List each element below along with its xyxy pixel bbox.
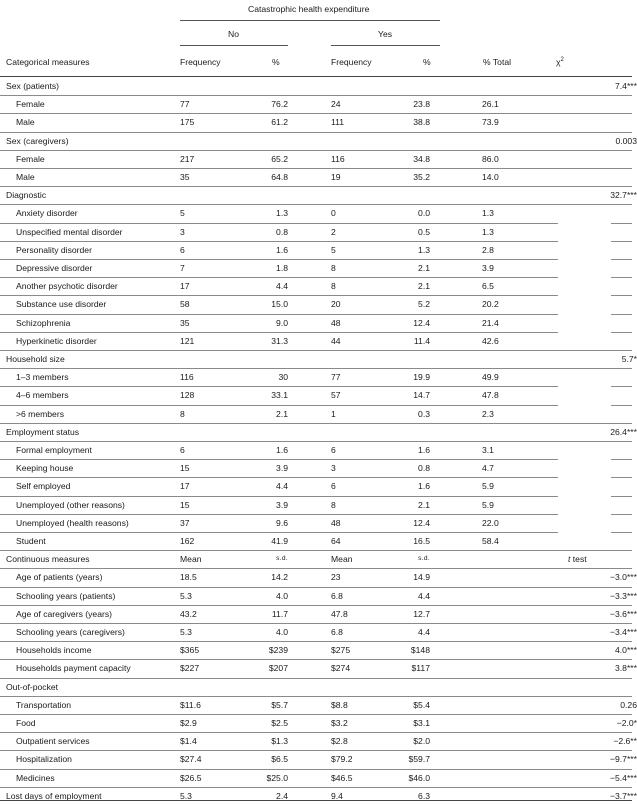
no-sd-cell: $5.7 xyxy=(271,699,288,710)
yes-sd-cell: 4.4 xyxy=(418,590,430,601)
yes-frequency-cell: 1 xyxy=(331,408,336,419)
t-test-value: −3.7*** xyxy=(610,790,637,801)
chi-symbol: χ xyxy=(556,57,561,67)
no-frequency-cell: 17 xyxy=(180,281,190,292)
yes-frequency-cell: 5 xyxy=(331,244,336,255)
yes-percent-cell: 11.4 xyxy=(413,335,430,346)
yes-frequency-cell: 8 xyxy=(331,281,336,292)
no-frequency-cell: 7 xyxy=(180,263,185,273)
yes-frequency-cell: 8 xyxy=(331,263,336,273)
yes-mean-cell: 6.8 xyxy=(331,590,343,601)
no-mean-cell: 43.2 xyxy=(180,608,197,619)
yes-frequency-cell: 0 xyxy=(331,208,336,219)
total-percent-cell: 1.3 xyxy=(482,208,494,219)
row-label: Unspecified mental disorder xyxy=(16,226,123,237)
no-frequency-cell: 217 xyxy=(180,153,195,164)
section-title: Sex (caregivers) xyxy=(6,135,69,146)
no-frequency-cell: 15 xyxy=(180,499,190,510)
no-sd-cell: $6.5 xyxy=(271,754,288,765)
group-rule xyxy=(180,20,440,21)
yes-percent-cell: 35.2 xyxy=(413,172,430,182)
no-frequency-cell: 8 xyxy=(180,408,185,419)
row-label: Male xyxy=(16,117,35,128)
no-percent-cell: 9.6 xyxy=(276,517,288,528)
chi-square-header xyxy=(556,57,564,67)
total-percent-cell: 14.0 xyxy=(482,172,499,182)
no-frequency-cell: 37 xyxy=(180,517,190,528)
row-label: Households payment capacity xyxy=(16,663,131,674)
t-test-value: −3.0*** xyxy=(610,572,637,583)
yes-sd-cell: 6.3 xyxy=(418,790,430,801)
no-sd-cell: 14.2 xyxy=(271,572,288,583)
row-label: Food xyxy=(16,718,36,728)
row-label: Age of patients (years) xyxy=(16,572,103,583)
row-label: Formal employment xyxy=(16,445,92,455)
t-test-value: 3.8*** xyxy=(615,663,637,674)
yes-frequency-cell: 24 xyxy=(331,99,341,110)
no-percent-cell: 3.9 xyxy=(276,499,288,510)
yes-frequency-cell: 77 xyxy=(331,372,341,383)
row-divider xyxy=(0,132,632,133)
yes-frequency-cell: 6 xyxy=(331,481,336,492)
row-label: Medicines xyxy=(16,772,55,783)
row-label: Another psychotic disorder xyxy=(16,281,118,292)
no-mean-cell: 5.3 xyxy=(180,790,192,801)
no-percent-cell: 41.9 xyxy=(271,536,288,546)
row-divider xyxy=(0,714,632,715)
no-percent-cell: 1.8 xyxy=(276,263,288,273)
total-percent-cell: 3.9 xyxy=(482,263,494,273)
stat-side-divider xyxy=(611,514,632,515)
t-test-value: −3.3*** xyxy=(610,590,637,601)
yes-mean-cell: $79.2 xyxy=(331,754,353,765)
chi-square-value: 7.4*** xyxy=(615,81,637,91)
stat-side-divider xyxy=(611,496,632,497)
yes-frequency-cell: 48 xyxy=(331,317,341,328)
row-divider xyxy=(0,368,632,369)
test-word: test xyxy=(570,554,587,565)
no-percent-cell: 4.4 xyxy=(276,281,288,292)
yes-mean-cell: $3.2 xyxy=(331,718,348,728)
yes-percent-cell: 2.1 xyxy=(418,281,430,292)
yes-sd-cell: $5.4 xyxy=(413,699,430,710)
row-divider xyxy=(0,441,632,442)
no-mean-cell: $27.4 xyxy=(180,754,202,765)
yes-sd-header: s.d. xyxy=(418,555,430,563)
no-percent-cell: 3.9 xyxy=(276,463,288,474)
row-divider xyxy=(0,423,632,424)
yes-frequency-cell: 44 xyxy=(331,335,341,346)
stat-side-divider xyxy=(611,332,632,333)
total-percent-cell: 6.5 xyxy=(482,281,494,292)
stat-side-divider xyxy=(611,241,632,242)
yes-percent-cell: 12.4 xyxy=(413,517,430,528)
yes-frequency-cell: 20 xyxy=(331,299,341,310)
no-frequency-cell: 175 xyxy=(180,117,195,128)
yes-frequency-cell: 116 xyxy=(331,153,345,164)
yes-frequency-cell: 64 xyxy=(331,536,341,546)
row-label: Personality disorder xyxy=(16,244,92,255)
row-label: Unemployed (other reasons) xyxy=(16,499,125,510)
no-percent-cell: 30 xyxy=(278,372,288,383)
yes-mean-cell: $46.5 xyxy=(331,772,353,783)
row-label: Female xyxy=(16,153,45,164)
yes-mean-cell: 47.8 xyxy=(331,608,348,619)
no-percent-cell: 65.2 xyxy=(271,153,288,164)
yes-percent-cell: 16.5 xyxy=(413,536,430,546)
row-divider xyxy=(0,769,632,770)
yes-sd-cell: $59.7 xyxy=(408,754,430,765)
yes-frequency-cell: 48 xyxy=(331,517,341,528)
no-frequency-cell: 128 xyxy=(180,390,195,401)
t-test-value: −5.4*** xyxy=(610,772,637,783)
row-label: 1–3 members xyxy=(16,372,69,383)
no-mean-cell: 5.3 xyxy=(180,590,192,601)
total-percent-cell: 58.4 xyxy=(482,536,499,546)
categorical-header: Categorical measures xyxy=(6,57,90,67)
t-test-value: −3.6*** xyxy=(610,608,637,619)
stat-side-divider xyxy=(611,477,632,478)
no-sd-cell: 2.4 xyxy=(276,790,288,801)
t-test-value: −2.6** xyxy=(613,736,637,747)
no-percent-cell: 64.8 xyxy=(271,172,288,182)
row-label: Male xyxy=(16,172,35,182)
no-sd-cell: $239 xyxy=(268,645,288,656)
no-mean-cell: 5.3 xyxy=(180,627,192,637)
yes-mean-header: Mean xyxy=(331,554,353,565)
total-percent-cell: 2.8 xyxy=(482,244,494,255)
no-frequency-cell: 6 xyxy=(180,244,185,255)
yes-percent-cell: 2.1 xyxy=(418,263,430,273)
row-label: Keeping house xyxy=(16,463,74,474)
row-label: Age of caregivers (years) xyxy=(16,608,112,619)
section-title: Employment status xyxy=(6,426,80,437)
continuous-title: Continuous measures xyxy=(6,554,90,565)
no-mean-cell: $365 xyxy=(180,645,200,656)
row-label: Depressive disorder xyxy=(16,263,93,273)
t-test-header xyxy=(568,550,587,568)
no-mean-cell: $26.5 xyxy=(180,772,202,783)
row-label: Substance use disorder xyxy=(16,299,107,310)
no-sd-cell: $1.3 xyxy=(271,736,288,747)
yes-mean-cell: $2.8 xyxy=(331,736,348,747)
total-percent-cell: 4.7 xyxy=(482,463,494,474)
yes-frequency-cell: 57 xyxy=(331,390,341,401)
t-test-value: −9.7*** xyxy=(610,754,637,765)
table-bottom-rule xyxy=(0,800,632,801)
no-percent-cell: 4.4 xyxy=(276,481,288,492)
header-bottom-rule xyxy=(0,76,632,77)
row-label: Transportation xyxy=(16,699,72,710)
no-frequency-cell: 15 xyxy=(180,463,190,474)
yes-percent-cell: 19.9 xyxy=(413,372,430,383)
yes-percent-cell: 38.8 xyxy=(413,117,430,128)
yes-percent-cell: 1.6 xyxy=(418,481,430,492)
yes-frequency-header: Frequency xyxy=(331,57,372,67)
stat-side-divider xyxy=(611,295,632,296)
no-mean-header: Mean xyxy=(180,554,202,565)
yes-sd-cell: $3.1 xyxy=(413,718,430,728)
stat-side-divider xyxy=(611,314,632,315)
yes-sd-cell: $117 xyxy=(411,663,430,674)
total-percent-cell: 20.2 xyxy=(482,299,499,310)
section-title: Diagnostic xyxy=(6,190,47,201)
yes-frequency-cell: 111 xyxy=(331,117,345,128)
no-sd-cell: $207 xyxy=(268,663,288,674)
total-percent-cell: 2.3 xyxy=(482,408,494,419)
chi-square-value: 26.4*** xyxy=(610,426,637,437)
yes-percent-cell: 34.8 xyxy=(413,153,430,164)
yes-percent-cell: 2.1 xyxy=(418,499,430,510)
row-divider xyxy=(0,678,632,679)
yes-mean-cell: $275 xyxy=(331,645,351,656)
no-mean-cell: $11.6 xyxy=(180,699,201,710)
yes-frequency-cell: 3 xyxy=(331,463,336,474)
row-label: Schooling years (caregivers) xyxy=(16,627,125,637)
total-percent-cell: 42.6 xyxy=(482,335,499,346)
section-title: Sex (patients) xyxy=(6,81,60,91)
row-label: Anxiety disorder xyxy=(16,208,78,219)
no-percent-cell: 1.6 xyxy=(276,244,288,255)
yes-sd-cell: $148 xyxy=(410,645,430,656)
no-frequency-cell: 35 xyxy=(180,172,190,182)
yes-frequency-cell: 6 xyxy=(331,445,336,455)
yes-mean-cell: 6.8 xyxy=(331,627,343,637)
row-divider xyxy=(0,350,632,351)
no-percent-cell: 76.2 xyxy=(271,99,288,110)
no-mean-cell: $1.4 xyxy=(180,736,197,747)
no-sd-cell: 4.0 xyxy=(276,590,288,601)
stat-side-divider xyxy=(611,405,632,406)
no-percent-header: % xyxy=(272,57,280,67)
row-divider xyxy=(0,186,632,187)
yes-sd-cell: 12.7 xyxy=(413,608,430,619)
chi-square-value: 32.7*** xyxy=(610,190,637,201)
row-divider xyxy=(0,641,632,642)
yes-percent-cell: 14.7 xyxy=(413,390,430,401)
yes-mean-cell: 9.4 xyxy=(331,790,343,801)
no-mean-cell: $227 xyxy=(180,663,200,674)
row-label: Schizophrenia xyxy=(16,317,71,328)
yes-sd-cell: $2.0 xyxy=(413,736,430,747)
row-label: Student xyxy=(16,536,46,546)
row-divider xyxy=(0,696,632,697)
row-divider xyxy=(0,168,632,169)
row-label: Hospitalization xyxy=(16,754,72,765)
oop-title: Out-of-pocket xyxy=(6,681,59,692)
row-divider xyxy=(0,95,632,96)
section-title: Household size xyxy=(6,354,65,364)
row-label: Outpatient services xyxy=(16,736,90,747)
yes-mean-cell: 23 xyxy=(331,572,341,583)
t-test-value: 4.0*** xyxy=(615,645,637,656)
yes-percent-cell: 12.4 xyxy=(413,317,430,328)
t-test-value: −2.0* xyxy=(616,718,637,728)
yes-percent-cell: 1.3 xyxy=(418,244,430,255)
no-header: No xyxy=(228,29,239,39)
total-percent-cell: 3.1 xyxy=(482,445,494,455)
no-frequency-cell: 121 xyxy=(180,335,195,346)
total-percent-cell: 47.8 xyxy=(482,390,499,401)
yes-percent-cell: 0.5 xyxy=(418,226,430,237)
t-test-value: 0.26 xyxy=(620,699,637,710)
yes-mean-cell: $274 xyxy=(331,663,351,674)
stat-side-divider xyxy=(611,459,632,460)
no-mean-cell: 18.5 xyxy=(180,572,197,583)
total-percent-cell: 49.9 xyxy=(482,372,499,383)
total-percent-cell: 86.0 xyxy=(482,153,499,164)
no-frequency-cell: 58 xyxy=(180,299,190,310)
total-percent-cell: 21.4 xyxy=(482,317,499,328)
chi-square-value: 0.003 xyxy=(615,135,637,146)
total-percent-cell: 22.0 xyxy=(482,517,499,528)
no-sd-cell: 11.7 xyxy=(271,608,288,619)
no-frequency-cell: 6 xyxy=(180,445,185,455)
stat-side-divider xyxy=(611,259,632,260)
total-percent-cell: 73.9 xyxy=(482,117,499,128)
row-label: Unemployed (health reasons) xyxy=(16,517,129,528)
yes-mean-cell: $8.8 xyxy=(331,699,348,710)
no-rule xyxy=(180,45,288,46)
row-divider xyxy=(0,732,632,733)
row-label: Self employed xyxy=(16,481,71,492)
yes-frequency-cell: 2 xyxy=(331,226,336,237)
yes-frequency-cell: 8 xyxy=(331,499,336,510)
chi-square-value: 5.7* xyxy=(621,354,637,364)
stat-side-divider xyxy=(611,277,632,278)
total-header: % Total xyxy=(483,57,512,67)
no-frequency-cell: 116 xyxy=(180,372,194,383)
row-divider xyxy=(0,750,632,751)
yes-frequency-cell: 19 xyxy=(331,172,341,182)
row-divider xyxy=(0,204,632,205)
row-divider xyxy=(0,113,632,114)
row-label: 4–6 members xyxy=(16,390,69,401)
row-label: Female xyxy=(16,99,45,110)
stat-side-divider xyxy=(611,386,632,387)
row-label: Households income xyxy=(16,645,92,656)
total-percent-cell: 5.9 xyxy=(482,481,494,492)
no-frequency-header: Frequency xyxy=(180,57,221,67)
total-percent-cell: 1.3 xyxy=(482,226,494,237)
no-sd-cell: 4.0 xyxy=(276,627,288,637)
row-divider xyxy=(0,150,632,151)
no-frequency-cell: 3 xyxy=(180,226,185,237)
row-label: >6 members xyxy=(16,408,64,419)
no-percent-cell: 33.1 xyxy=(271,390,288,401)
total-percent-cell: 26.1 xyxy=(482,99,499,110)
yes-percent-header: % xyxy=(423,57,431,67)
stat-side-divider xyxy=(611,532,632,533)
t-italic: t xyxy=(568,554,571,565)
no-percent-cell: 1.3 xyxy=(276,208,288,219)
row-divider xyxy=(0,550,632,551)
row-label: Lost days of employment xyxy=(6,790,102,801)
row-label: Hyperkinetic disorder xyxy=(16,335,97,346)
no-percent-cell: 0.8 xyxy=(276,226,288,237)
no-frequency-cell: 77 xyxy=(180,99,190,110)
yes-rule xyxy=(331,45,440,46)
yes-percent-cell: 0.0 xyxy=(418,208,430,219)
no-sd-header: s.d. xyxy=(276,555,288,563)
no-sd-cell: $25.0 xyxy=(266,772,288,783)
stat-side-divider xyxy=(611,223,632,224)
yes-percent-cell: 0.8 xyxy=(418,463,430,474)
no-percent-cell: 15.0 xyxy=(271,299,288,310)
no-mean-cell: $2.9 xyxy=(180,718,197,728)
no-percent-cell: 2.1 xyxy=(276,408,288,419)
group-title: Catastrophic health expenditure xyxy=(248,4,370,14)
yes-header: Yes xyxy=(378,29,393,39)
no-frequency-cell: 162 xyxy=(180,536,195,546)
yes-percent-cell: 0.3 xyxy=(418,408,430,419)
no-percent-cell: 61.2 xyxy=(271,117,288,128)
yes-sd-cell: $46.0 xyxy=(408,772,430,783)
no-frequency-cell: 17 xyxy=(180,481,190,492)
yes-percent-cell: 1.6 xyxy=(418,445,430,455)
yes-sd-cell: 14.9 xyxy=(413,572,430,583)
no-frequency-cell: 35 xyxy=(180,317,190,328)
chi-superscript: 2 xyxy=(560,57,564,64)
no-percent-cell: 1.6 xyxy=(276,445,288,455)
no-percent-cell: 31.3 xyxy=(271,335,288,346)
yes-percent-cell: 23.8 xyxy=(413,99,430,110)
yes-sd-cell: 4.4 xyxy=(418,627,430,637)
row-label: Schooling years (patients) xyxy=(16,590,116,601)
t-test-value: −3.4*** xyxy=(610,627,637,637)
no-frequency-cell: 5 xyxy=(180,208,185,219)
no-sd-cell: $2.5 xyxy=(271,718,288,728)
no-percent-cell: 9.0 xyxy=(276,317,288,328)
total-percent-cell: 5.9 xyxy=(482,499,494,510)
yes-percent-cell: 5.2 xyxy=(418,299,430,310)
